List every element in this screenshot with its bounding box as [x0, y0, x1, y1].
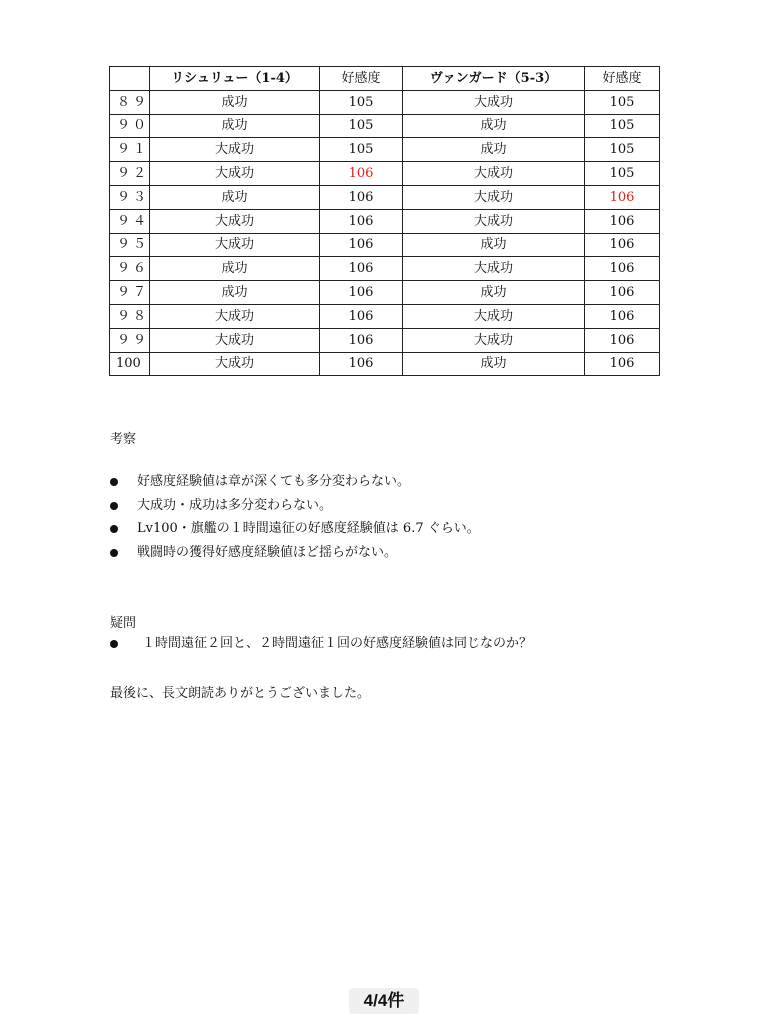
richelieu-affinity-highlight: 106 — [320, 162, 403, 186]
richelieu-affinity: 106 — [320, 281, 403, 305]
page-counter[interactable]: 4/4件 — [349, 988, 419, 1014]
vanguard-affinity: 105 — [585, 114, 660, 138]
vanguard-result: 大成功 — [403, 90, 585, 114]
header-richelieu: リシュリュー（1-4） — [150, 67, 320, 91]
row-number: 100 — [110, 352, 150, 376]
header-affinity-b: 好感度 — [585, 67, 660, 91]
vanguard-result: 大成功 — [403, 257, 585, 281]
richelieu-result: 大成功 — [150, 304, 320, 328]
richelieu-affinity: 105 — [320, 138, 403, 162]
table-row — [110, 257, 660, 281]
richelieu-result: 大成功 — [150, 209, 320, 233]
header-number — [110, 67, 150, 91]
row-number: ９７ — [110, 281, 150, 305]
list-item — [110, 541, 480, 565]
observation-text: 大成功・成功は多分変わらない。 — [137, 497, 333, 513]
table-row — [110, 185, 660, 209]
richelieu-affinity: 106 — [320, 233, 403, 257]
vanguard-affinity: 106 — [585, 281, 660, 305]
table-header-row — [110, 67, 660, 91]
questions-list — [110, 632, 532, 656]
vanguard-result: 大成功 — [403, 209, 585, 233]
row-number: ９６ — [110, 257, 150, 281]
richelieu-result: 成功 — [150, 257, 320, 281]
observations-title: 考察 — [110, 432, 137, 447]
vanguard-affinity: 106 — [585, 257, 660, 281]
richelieu-result: 成功 — [150, 114, 320, 138]
vanguard-result: 成功 — [403, 281, 585, 305]
vanguard-result: 大成功 — [403, 162, 585, 186]
richelieu-result: 大成功 — [150, 162, 320, 186]
list-item — [110, 517, 480, 541]
header-affinity-a: 好感度 — [320, 67, 403, 91]
list-item — [110, 470, 480, 494]
row-number: ９８ — [110, 304, 150, 328]
row-number: ９１ — [110, 138, 150, 162]
row-number: ９２ — [110, 162, 150, 186]
observation-text: Lv100・旗艦の１時間遠征の好感度経験値は 6.7 ぐらい。 — [137, 521, 480, 536]
observations-list — [110, 470, 480, 564]
table-row — [110, 281, 660, 305]
richelieu-affinity: 106 — [320, 257, 403, 281]
row-number: ８９ — [110, 90, 150, 114]
vanguard-affinity: 105 — [585, 138, 660, 162]
richelieu-affinity: 106 — [320, 352, 403, 376]
table-row — [110, 328, 660, 352]
list-item — [110, 632, 532, 656]
vanguard-result: 成功 — [403, 352, 585, 376]
vanguard-affinity: 106 — [585, 304, 660, 328]
table-row — [110, 114, 660, 138]
vanguard-affinity: 106 — [585, 209, 660, 233]
vanguard-affinity: 105 — [585, 90, 660, 114]
vanguard-affinity-highlight: 106 — [585, 185, 660, 209]
richelieu-result: 大成功 — [150, 233, 320, 257]
row-number: ９３ — [110, 185, 150, 209]
vanguard-affinity: 106 — [585, 233, 660, 257]
vanguard-affinity: 105 — [585, 162, 660, 186]
vanguard-result: 成功 — [403, 233, 585, 257]
table-row — [110, 233, 660, 257]
closing-text: 最後に、長文朗読ありがとうございました。 — [110, 686, 371, 701]
bullet-icon — [110, 640, 118, 648]
richelieu-affinity: 106 — [320, 185, 403, 209]
table-row — [110, 209, 660, 233]
richelieu-result: 成功 — [150, 90, 320, 114]
richelieu-affinity: 105 — [320, 114, 403, 138]
vanguard-result: 大成功 — [403, 304, 585, 328]
richelieu-affinity: 106 — [320, 328, 403, 352]
richelieu-result: 大成功 — [150, 352, 320, 376]
richelieu-result: 成功 — [150, 281, 320, 305]
richelieu-affinity: 106 — [320, 209, 403, 233]
question-text: １時間遠征２回と、２時間遠征１回の好感度経験値は同じなのか？ — [142, 636, 533, 651]
richelieu-result: 大成功 — [150, 328, 320, 352]
observation-text: 戦闘時の獲得好感度経験値ほど揺らがない。 — [137, 544, 398, 560]
table-row — [110, 304, 660, 328]
vanguard-affinity: 106 — [585, 352, 660, 376]
vanguard-result: 成功 — [403, 114, 585, 138]
row-number: ９０ — [110, 114, 150, 138]
row-number: ９５ — [110, 233, 150, 257]
vanguard-result: 大成功 — [403, 328, 585, 352]
table-row — [110, 352, 660, 376]
list-item — [110, 494, 480, 518]
table-row — [110, 162, 660, 186]
richelieu-result: 成功 — [150, 185, 320, 209]
results-table — [109, 66, 660, 376]
table-row — [110, 138, 660, 162]
vanguard-affinity: 106 — [585, 328, 660, 352]
bullet-icon — [110, 525, 118, 533]
richelieu-affinity: 106 — [320, 304, 403, 328]
observation-text: 好感度経験値は章が深くても多分変わらない。 — [137, 474, 411, 489]
bullet-icon — [110, 502, 118, 510]
table-row — [110, 90, 660, 114]
vanguard-result: 大成功 — [403, 185, 585, 209]
row-number: ９９ — [110, 328, 150, 352]
row-number: ９４ — [110, 209, 150, 233]
bullet-icon — [110, 549, 118, 557]
bullet-icon — [110, 478, 118, 486]
richelieu-affinity: 105 — [320, 90, 403, 114]
vanguard-result: 成功 — [403, 138, 585, 162]
header-vanguard: ヴァンガード（5-3） — [403, 67, 585, 91]
richelieu-result: 大成功 — [150, 138, 320, 162]
questions-title: 疑問 — [110, 616, 137, 631]
